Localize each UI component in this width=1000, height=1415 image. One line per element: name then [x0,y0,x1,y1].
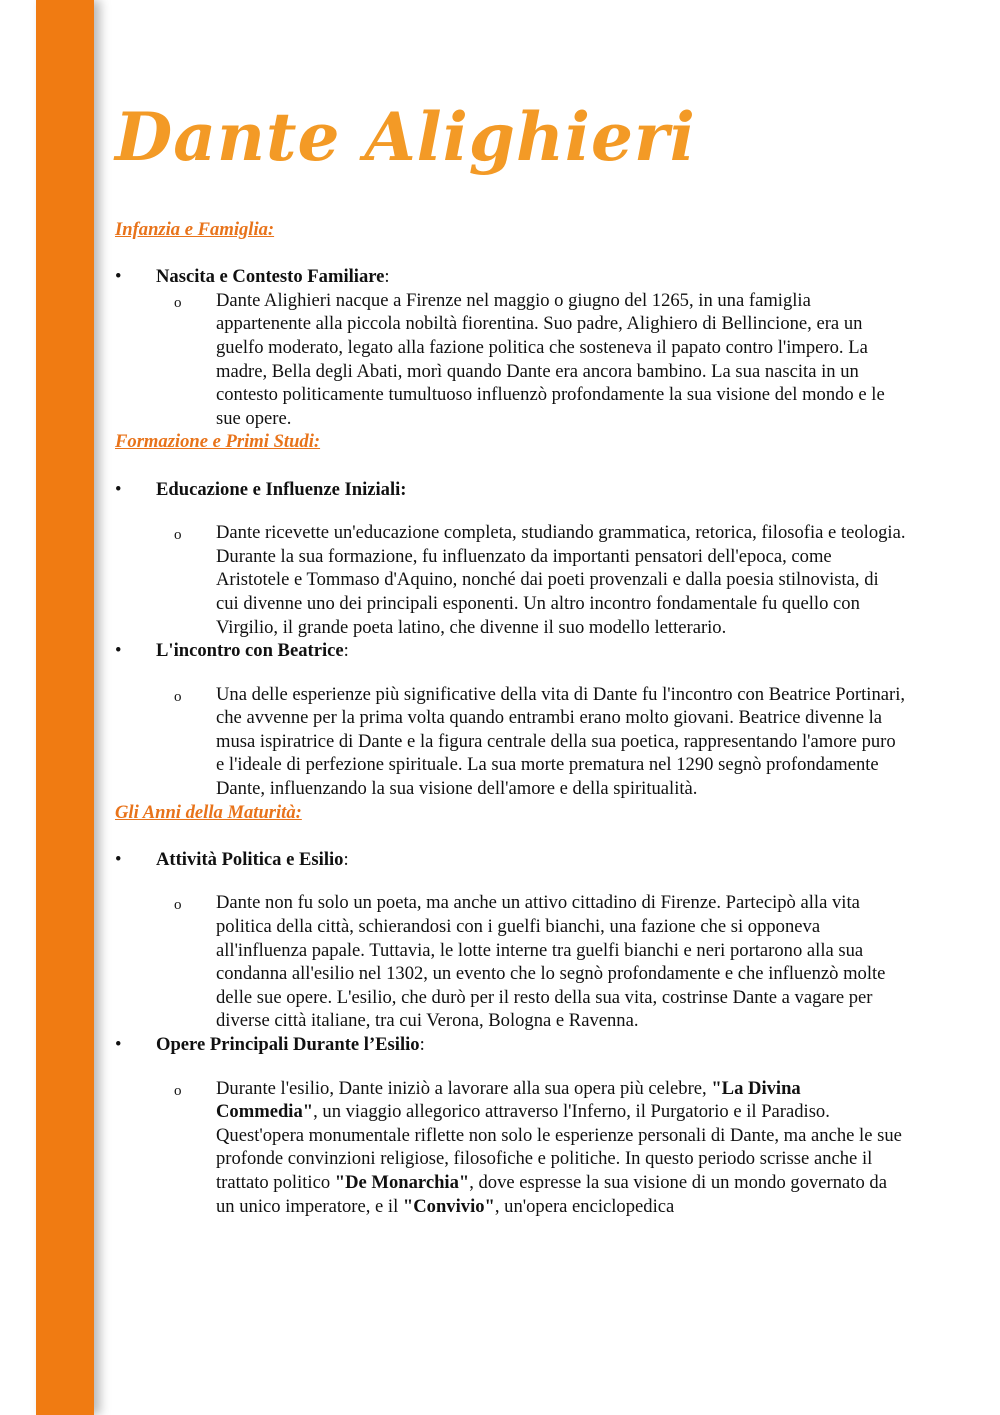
paragraph: Dante ricevette un'educazione completa, studiando grammatica, retorica, filosofia e teologia. Durante la sua formazione, fu influenzato da importanti pensatori dell'epoca, come Aristotele e Tommaso d'Aquino, nonché dai poeti provenzali e dalla poesia stilnovista, di cui divenne uno dei principali esponenti. Un altro incontro fondamentale fu quello con Virgilio, il grande poeta latino, che divenne il suo modello letterario. [216,522,906,638]
bullet-item [115,848,915,872]
bullet-item [115,265,915,289]
document-body [115,218,915,1218]
text-run: , dove espresse la sua visione di un mondo governato da un unico imperatore, e il [216,1171,887,1217]
bullet-title: L'incontro con Beatrice [156,640,344,662]
circle-bullet-icon: o [174,688,182,705]
bullet-suffix: : [419,1034,425,1055]
paragraph: Una delle esperienze più significative della vita di Dante fu l'incontro con Beatrice Portinari, che avvenne per la prima volta quando entrambi erano molto giovani. Beatrice divenne la musa ispiratrice di Dante e la figura centrale della sua poetica, rappresentando l'amore puro e l'ideale di perfezione spirituale. La sua morte prematura nel 1290 segnò profondamente Dante, influenzando la sua visione dell'amore e della spiritualità. [216,683,906,800]
text-run: , un'opera enciclopedica [494,1195,675,1217]
circle-bullet-icon: o [174,527,182,544]
bullet-title: Attività Politica e Esilio [156,848,344,870]
section-heading-infanzia: Infanzia e Famiglia: [115,219,275,240]
spacer [115,1057,915,1077]
bullet-suffix: : [384,266,390,288]
bullet-item [115,478,915,502]
bullet-suffix: : [343,848,349,870]
spacer [115,871,915,891]
spacer [115,663,915,683]
bullet-title: Nascita e Contesto Familiare [156,266,385,288]
work-title-divina-commedia: "La Divina Commedia" [216,1077,801,1123]
work-title-convivio: "Convivio" [402,1195,495,1217]
circle-bullet-icon: o [174,294,182,311]
text-run: Durante l'esilio, Dante iniziò a lavorare alla sua opera più celebre, [216,1077,712,1099]
section-heading-formazione: Formazione e Primi Studi: [115,431,321,453]
circle-bullet-icon: o [174,1082,182,1099]
circle-bullet-icon: o [174,897,182,914]
sub-item [115,683,906,801]
section-heading-maturita: Gli Anni della Maturità: [115,801,302,823]
sub-item [115,521,906,639]
paragraph: Dante non fu solo un poeta, ma anche un attivo cittadino di Firenze. Partecipò alla vita politica della città, schierandosi con i guelfi bianchi, una fazione che si opponeva all'influenza papale. Tuttavia, le lotte interne tra guelfi bianchi e neri portarono alla sua condanna all'esilio nel 1302, un evento che lo segnò profondamente e che influenzò molte delle sue opere. L'esilio, che durò per il resto della sua vita, costrinse Dante a vagare per diverse città italiane, tra cui Verona, Bologna e Ravenna. [216,892,886,1032]
bullet-title: Educazione e Influenze Iniziali: [156,478,407,500]
bullet-item [115,639,915,663]
bullet-title: Opere Principali Durante l’Esilio [156,1034,420,1055]
sub-item [115,891,906,1033]
bullet-suffix: : [343,640,349,662]
spacer [115,501,915,521]
work-title-de-monarchia: "De Monarchia" [334,1171,470,1193]
page-title: Dante Alighieri [115,98,696,176]
text-run: , un viaggio allegorico attraverso l'Inferno, il Purgatorio e il Paradiso. Quest'opera monumentale riflette non solo le esperienze personali di Dante, ma anche le sue profonde convinzioni religiose, filosofiche e politiche. In questo periodo scrisse anche il trattato politico [216,1101,902,1193]
decorative-sidebar [36,0,94,1415]
bullet-item [115,1033,915,1057]
paragraph: Dante Alighieri nacque a Firenze nel maggio o giugno del 1265, in una famiglia appartenente alla piccola nobiltà fiorentina. Suo padre, Alighiero di Bellincione, era un guelfo moderato, legato alla fazione politica che sosteneva il papato contro l'impero. La madre, Bella degli Abati, morì quando Dante era ancora bambino. La sua nascita in un contesto politicamente tumultuoso influenzò profondamente la sua visione del mondo e le sue opere. [216,289,885,429]
sub-item [115,289,906,431]
paragraph [216,1077,906,1219]
sub-item [115,1077,906,1219]
